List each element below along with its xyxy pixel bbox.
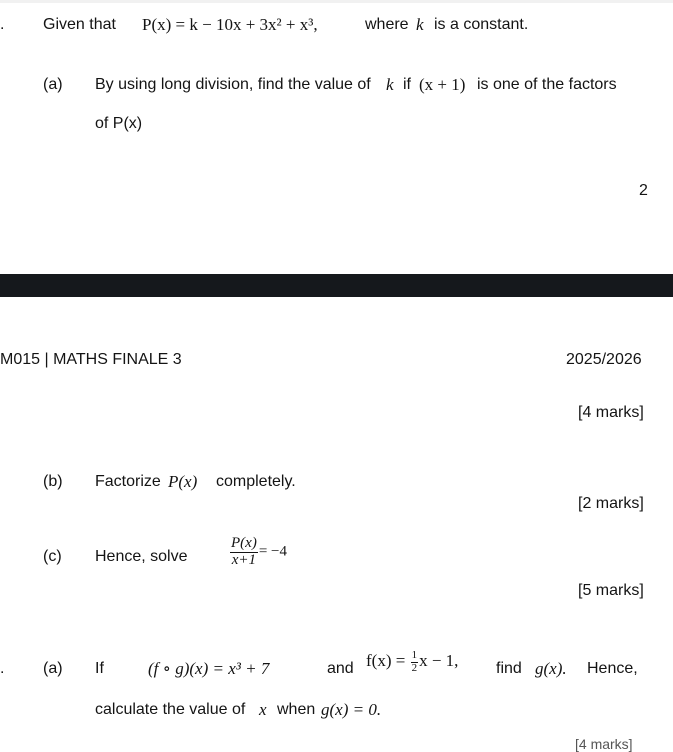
top-edge [0, 0, 673, 3]
g-expression: g(x). [535, 659, 567, 678]
part-b-expression: P(x) [168, 472, 198, 491]
given-expression: P(x) = k − 10x + 3x² + x³, [142, 15, 318, 34]
marks-next-cut-off: [4 marks] [575, 736, 633, 752]
next-if-text: If [95, 660, 104, 677]
next-line2-text: calculate the value of [95, 701, 246, 718]
part-b-text-completely: completely. [216, 473, 296, 490]
next-line2-expression: g(x) = 0. [321, 700, 382, 719]
given-text: Given that [43, 16, 116, 33]
part-b-label: (b) [43, 473, 63, 490]
given-constant-text: is a constant. [434, 16, 529, 33]
question-marker: . [0, 16, 5, 33]
next-line2-when: when [277, 701, 316, 718]
f-denominator: 2 [411, 661, 418, 674]
part-c-denominator: x+1 [231, 551, 257, 568]
f-definition [366, 650, 458, 674]
next-part-a-label: (a) [43, 660, 63, 677]
next-find-text: find [496, 660, 522, 677]
part-a-text-of-p: of P(x) [95, 115, 143, 132]
f-rhs: x − 1, [419, 650, 459, 670]
part-a-if: if [403, 76, 411, 93]
part-c-equation [229, 536, 287, 569]
next-and-text: and [327, 660, 354, 677]
header-left: M015 | MATHS FINALE 3 [0, 351, 182, 368]
part-c-text: Hence, solve [95, 548, 188, 565]
part-c-numerator: P(x) [231, 535, 257, 551]
next-line2-x: x [259, 700, 267, 719]
part-a-factor: (x + 1) [419, 75, 466, 94]
marks-part-b: [2 marks] [578, 495, 644, 512]
composite-expression: (f ∘ g)(x) = x³ + 7 [148, 659, 270, 678]
marks-part-a: [4 marks] [578, 404, 644, 421]
given-where: where [365, 16, 409, 33]
part-a-label: (a) [43, 76, 63, 93]
part-a-k: k [386, 75, 394, 94]
next-hence-text: Hence, [587, 660, 638, 677]
next-question-marker: . [0, 660, 5, 677]
f-numerator: 1 [411, 649, 418, 661]
f-fraction [411, 650, 419, 674]
part-a-text: By using long division, find the value of [95, 76, 371, 93]
part-c-label: (c) [43, 548, 62, 565]
given-k: k [416, 15, 424, 34]
page-break-bar [0, 274, 673, 297]
marks-part-c: [5 marks] [578, 582, 644, 599]
part-c-fraction [230, 536, 258, 569]
header-right: 2025/2026 [566, 351, 642, 368]
page-number: 2 [639, 182, 648, 199]
part-b-text: Factorize [95, 473, 161, 490]
f-lhs: f(x) = [366, 650, 406, 670]
part-c-rhs: = −4 [258, 543, 287, 560]
part-a-text-factors: is one of the factors [477, 76, 617, 93]
